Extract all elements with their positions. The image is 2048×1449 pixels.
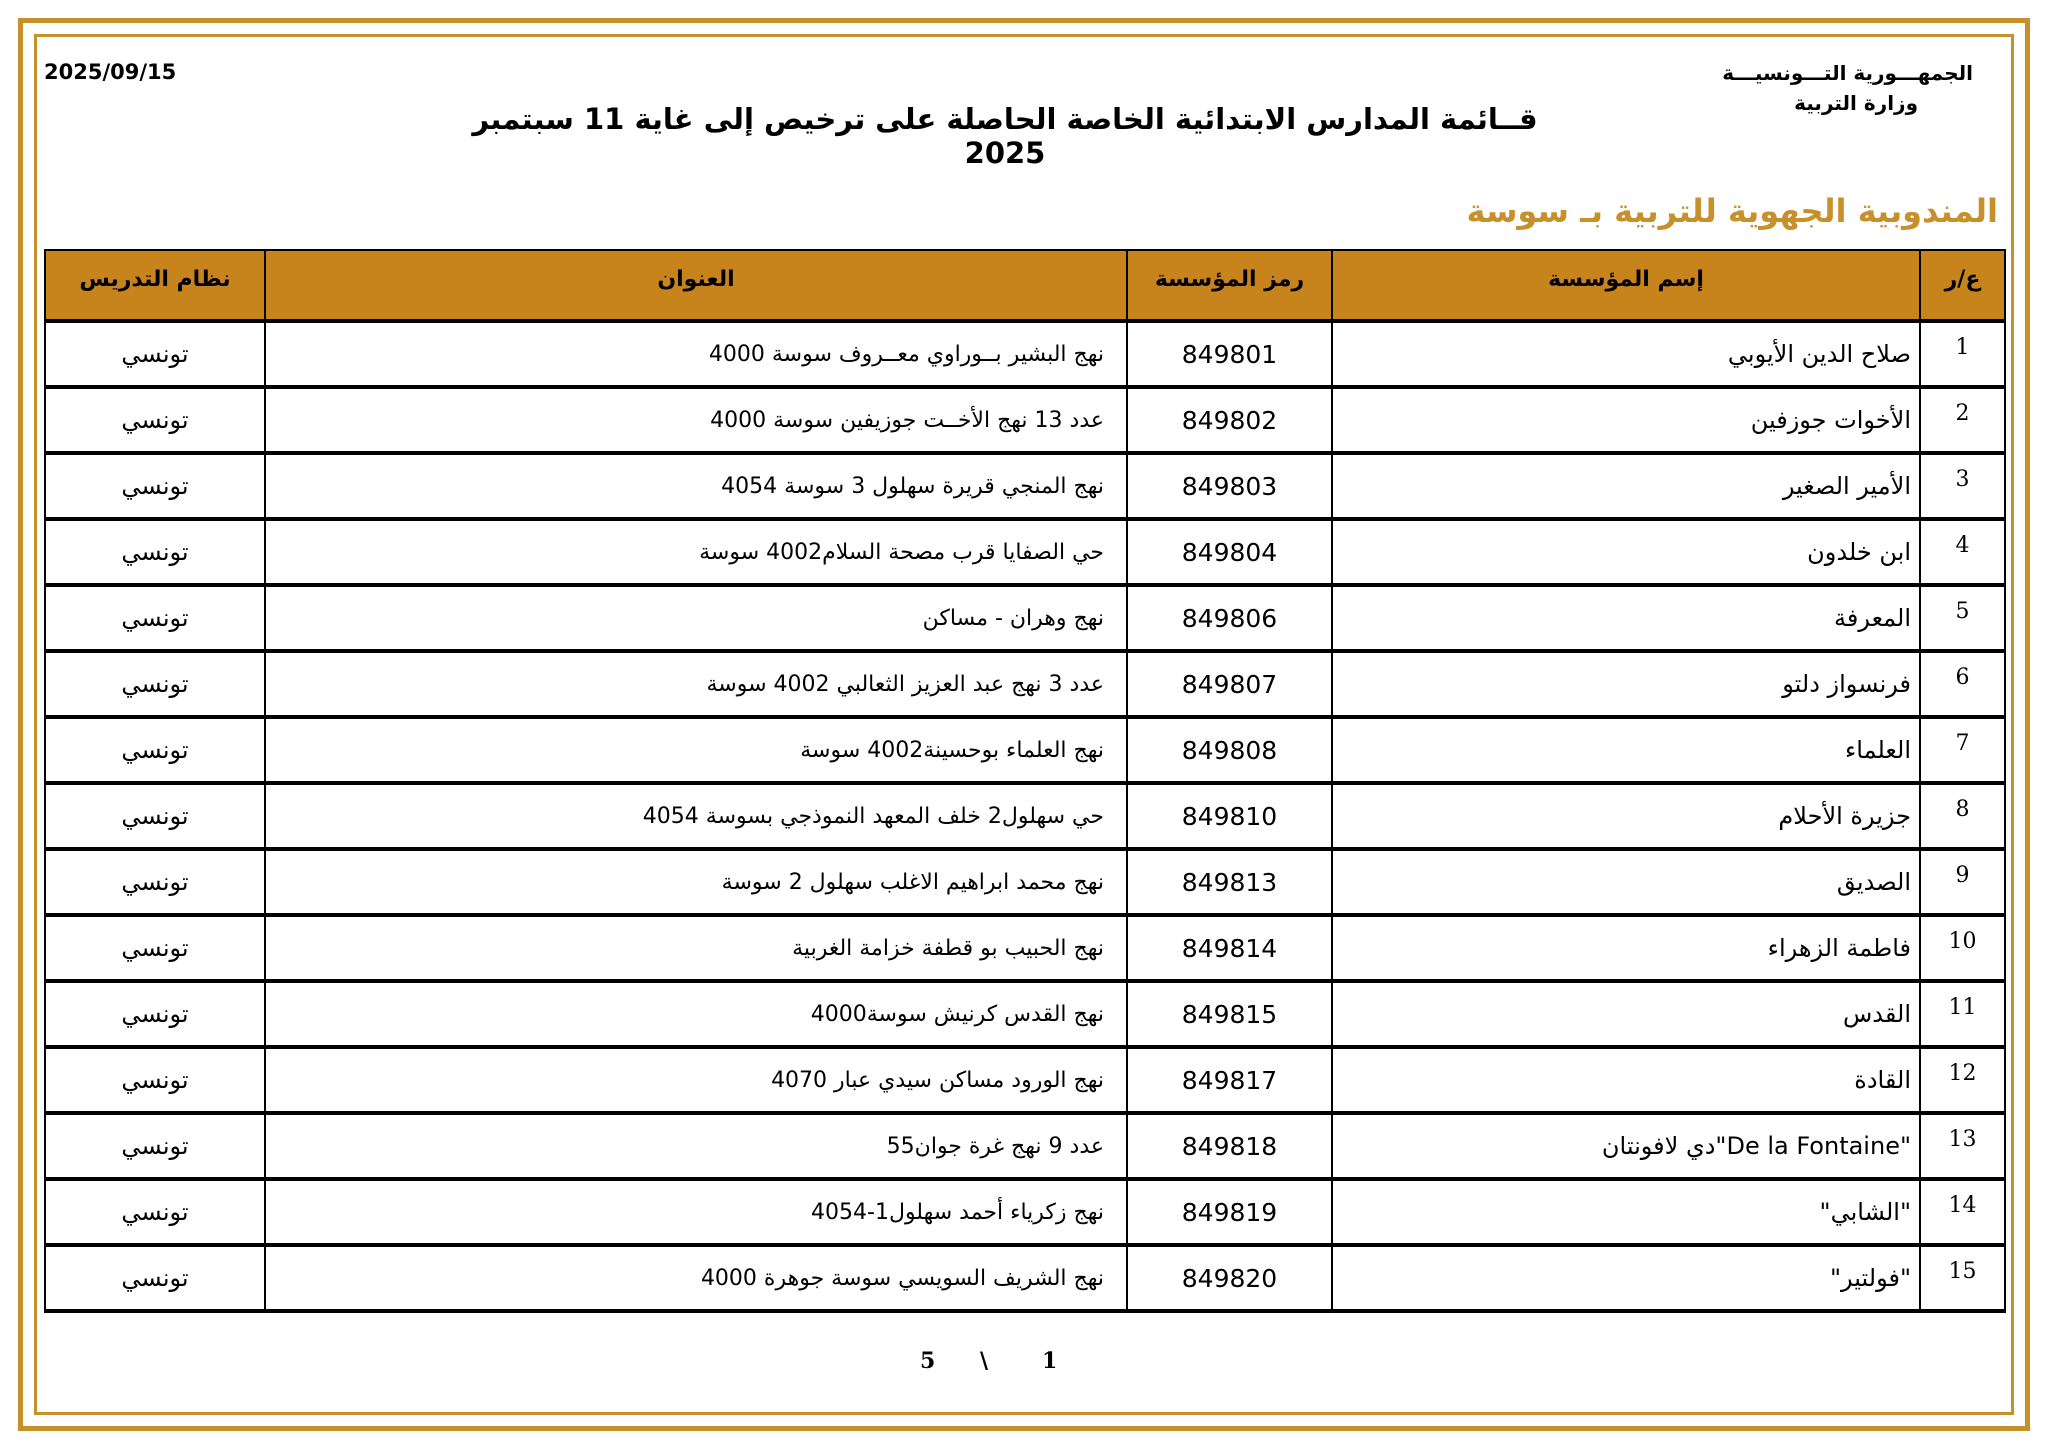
cell-school-name: جزيرة الأحلام [1332,783,1920,849]
cell-school-name: ابن خلدون [1332,519,1920,585]
cell-school-code: 849808 [1127,717,1332,783]
table-body [45,321,2005,1311]
table-row [45,981,2005,1047]
cell-school-code: 849803 [1127,453,1332,519]
table-row [45,1179,2005,1245]
page-current: 1 [1042,1348,1058,1374]
cell-school-code: 849815 [1127,981,1332,1047]
table-row [45,585,2005,651]
cell-number: 3 [1920,453,2005,519]
cell-school-name: "الشابي" [1332,1179,1920,1245]
table-row [45,651,2005,717]
cell-teaching-system: تونسي [45,1047,265,1113]
table-row [45,1245,2005,1311]
cell-teaching-system: تونسي [45,519,265,585]
cell-number: 9 [1920,849,2005,915]
cell-school-code: 849819 [1127,1179,1332,1245]
cell-school-code: 849814 [1127,915,1332,981]
cell-teaching-system: تونسي [45,849,265,915]
cell-school-name: العلماء [1332,717,1920,783]
column-header-code: رمز المؤسسة [1127,250,1332,321]
cell-number: 7 [1920,717,2005,783]
cell-school-name: القادة [1332,1047,1920,1113]
cell-address: نهج الورود مساكن سيدي عبار 4070 [265,1047,1127,1113]
cell-address: نهج الشريف السويسي سوسة جوهرة 4000 [265,1245,1127,1311]
cell-school-name: فاطمة الزهراء [1332,915,1920,981]
cell-address: نهج القدس كرنيش سوسة4000 [265,981,1127,1047]
cell-school-code: 849813 [1127,849,1332,915]
cell-school-name: الأمير الصغير [1332,453,1920,519]
table-row [45,1047,2005,1113]
cell-school-code: 849820 [1127,1245,1332,1311]
cell-number: 11 [1920,981,2005,1047]
cell-school-name: فرنسواز دلتو [1332,651,1920,717]
cell-teaching-system: تونسي [45,783,265,849]
column-header-system: نظام التدريس [45,250,265,321]
cell-teaching-system: تونسي [45,453,265,519]
cell-teaching-system: تونسي [45,1245,265,1311]
table-row [45,849,2005,915]
cell-address: عدد 9 نهج غرة جوان55 [265,1113,1127,1179]
cell-teaching-system: تونسي [45,651,265,717]
schools-table [44,249,2006,1313]
regional-office-heading: المندوبية الجهوية للتربية بـ سوسة [1466,192,1998,230]
table-row [45,783,2005,849]
table-row [45,321,2005,387]
cell-number: 2 [1920,387,2005,453]
cell-school-code: 849818 [1127,1113,1332,1179]
cell-address: نهج المنجي قريرة سهلول 3 سوسة 4054 [265,453,1127,519]
cell-school-code: 849806 [1127,585,1332,651]
cell-teaching-system: تونسي [45,717,265,783]
cell-address: نهج البشير بــوراوي معــروف سوسة 4000 [265,321,1127,387]
cell-number: 5 [1920,585,2005,651]
cell-number: 15 [1920,1245,2005,1311]
cell-teaching-system: تونسي [45,321,265,387]
column-header-number: ع/ر [1920,250,2005,321]
table-row [45,915,2005,981]
table-row [45,717,2005,783]
ministry-label: وزارة التربية [1794,91,1918,115]
cell-school-code: 849810 [1127,783,1332,849]
cell-address: عدد 13 نهج الأخــت جوزيفين سوسة 4000 [265,387,1127,453]
cell-school-code: 849801 [1127,321,1332,387]
page-total: 5 [920,1348,936,1374]
cell-school-name: "فولتير" [1332,1245,1920,1311]
cell-number: 6 [1920,651,2005,717]
cell-number: 8 [1920,783,2005,849]
document-date: 2025/09/15 [44,60,177,84]
cell-address: عدد 3 نهج عبد العزيز الثعالبي 4002 سوسة [265,651,1127,717]
cell-school-code: 849817 [1127,1047,1332,1113]
issuer-block [1722,58,1973,118]
cell-number: 4 [1920,519,2005,585]
cell-school-code: 849807 [1127,651,1332,717]
column-header-address: العنوان [265,250,1127,321]
cell-teaching-system: تونسي [45,981,265,1047]
cell-address: نهج وهران - مساكن [265,585,1127,651]
cell-school-name: "De la Fontaine"دي لافونتان [1332,1113,1920,1179]
cell-school-name: الأخوات جوزفين [1332,387,1920,453]
cell-address: نهج العلماء بوحسينة4002 سوسة [265,717,1127,783]
cell-address: نهج الحبيب بو قطفة خزامة الغربية [265,915,1127,981]
cell-school-code: 849804 [1127,519,1332,585]
cell-school-code: 849802 [1127,387,1332,453]
cell-teaching-system: تونسي [45,1179,265,1245]
cell-teaching-system: تونسي [45,915,265,981]
table-row [45,1113,2005,1179]
cell-number: 10 [1920,915,2005,981]
column-header-name: إسم المؤسسة [1332,250,1920,321]
cell-school-name: القدس [1332,981,1920,1047]
cell-teaching-system: تونسي [45,585,265,651]
cell-school-name: المعرفة [1332,585,1920,651]
page-separator: \ [980,1348,989,1374]
cell-address: حي الصفايا قرب مصحة السلام4002 سوسة [265,519,1127,585]
cell-number: 12 [1920,1047,2005,1113]
document-title: قــائمة المدارس الابتدائية الخاصة الحاصلة على ترخيص إلى غاية 11 سبتمبر 2025 [472,102,1538,170]
republic-label: الجمهـــورية التـــونسيـــة [1722,61,1973,85]
cell-number: 13 [1920,1113,2005,1179]
cell-school-name: صلاح الدين الأيوبي [1332,321,1920,387]
table-header-row [45,250,2005,321]
table-row [45,387,2005,453]
cell-teaching-system: تونسي [45,1113,265,1179]
table-row [45,519,2005,585]
cell-number: 14 [1920,1179,2005,1245]
cell-number: 1 [1920,321,2005,387]
cell-address: حي سهلول2 خلف المعهد النموذجي بسوسة 4054 [265,783,1127,849]
cell-teaching-system: تونسي [45,387,265,453]
cell-school-name: الصديق [1332,849,1920,915]
table-row [45,453,2005,519]
cell-address: نهج زكرياء أحمد سهلول1-4054 [265,1179,1127,1245]
cell-address: نهج محمد ابراهيم الاغلب سهلول 2 سوسة [265,849,1127,915]
